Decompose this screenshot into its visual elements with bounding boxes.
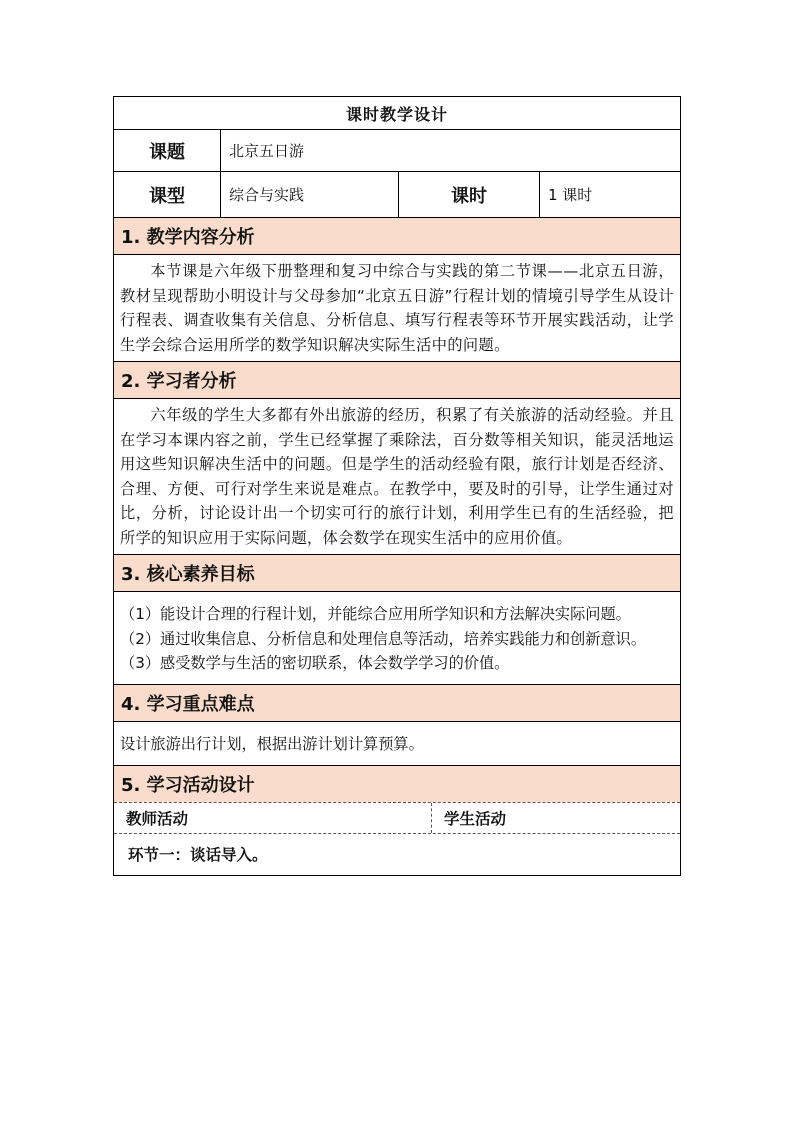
core-goals-list — [114, 591, 680, 684]
key-points-text: 设计旅游出行计划，根据出游计划计算预算。 — [114, 721, 680, 765]
activity-header-row — [114, 802, 680, 833]
content-analysis-text: 本节课是六年级下册整理和复习中综合与实践的第二节课——北京五日游，教材呈现帮助小明设计与父母参加“北京五日游”行程计划的情境引导学生从设计行程表、调查收集有关信息、分析信息、填写行程表等环节开展实践活动，让学生学会综合运用所学的数学知识解决实际生活中的问题。 — [114, 254, 680, 361]
goal-item: （3）感受数学与生活的密切联系，体会数学学习的价值。 — [120, 654, 510, 672]
period-label: 课时 — [399, 172, 540, 217]
topic-value: 北京五日游 — [229, 142, 305, 160]
section-heading-activity-design: 5. 学习活动设计 — [114, 765, 680, 802]
section-heading-content-analysis: 1. 教学内容分析 — [114, 217, 680, 254]
period-value: 1 课时 — [548, 186, 593, 204]
table-title-row — [114, 97, 680, 129]
topic-row — [114, 129, 680, 171]
document-title: 课时教学设计 — [345, 104, 448, 124]
step-one-heading: 环节一：谈话导入。 — [114, 833, 680, 875]
type-label: 课型 — [114, 172, 221, 217]
goal-item: （2）通过收集信息、分析信息和处理信息等活动，培养实践能力和创新意识。 — [120, 629, 647, 648]
section-heading-learner-analysis: 2. 学习者分析 — [114, 361, 680, 398]
section-heading-key-points: 4. 学习重点难点 — [114, 684, 680, 721]
section-heading-core-goals: 3. 核心素养目标 — [114, 554, 680, 591]
student-activity-header: 学生活动 — [444, 809, 507, 828]
lesson-plan-table — [113, 96, 681, 876]
topic-label: 课题 — [114, 130, 221, 171]
type-row — [114, 171, 680, 217]
learner-analysis-text: 六年级的学生大多都有外出旅游的经历，积累了有关旅游的活动经验。并且在学习本课内容之前，学生已经掌握了乘除法，百分数等相关知识，能灵活地运用这些知识解决生活中的问题。但是学生的活动经验有限，旅行计划是否经济、合理、方便、可行对学生来说是难点。在教学中，要及时的引导，让学生通过对比，分析，讨论设计出一个切实可行的旅行计划，利用学生已有的生活经验，把所学的知识应用于实际问题，体会数学在现实生活中的应用价值。 — [114, 398, 680, 554]
teacher-activity-header: 教师活动 — [114, 803, 432, 833]
type-value: 综合与实践 — [221, 172, 399, 217]
goal-item: （1）能设计合理的行程计划，并能综合应用所学知识和方法解决实际问题。 — [120, 605, 631, 623]
